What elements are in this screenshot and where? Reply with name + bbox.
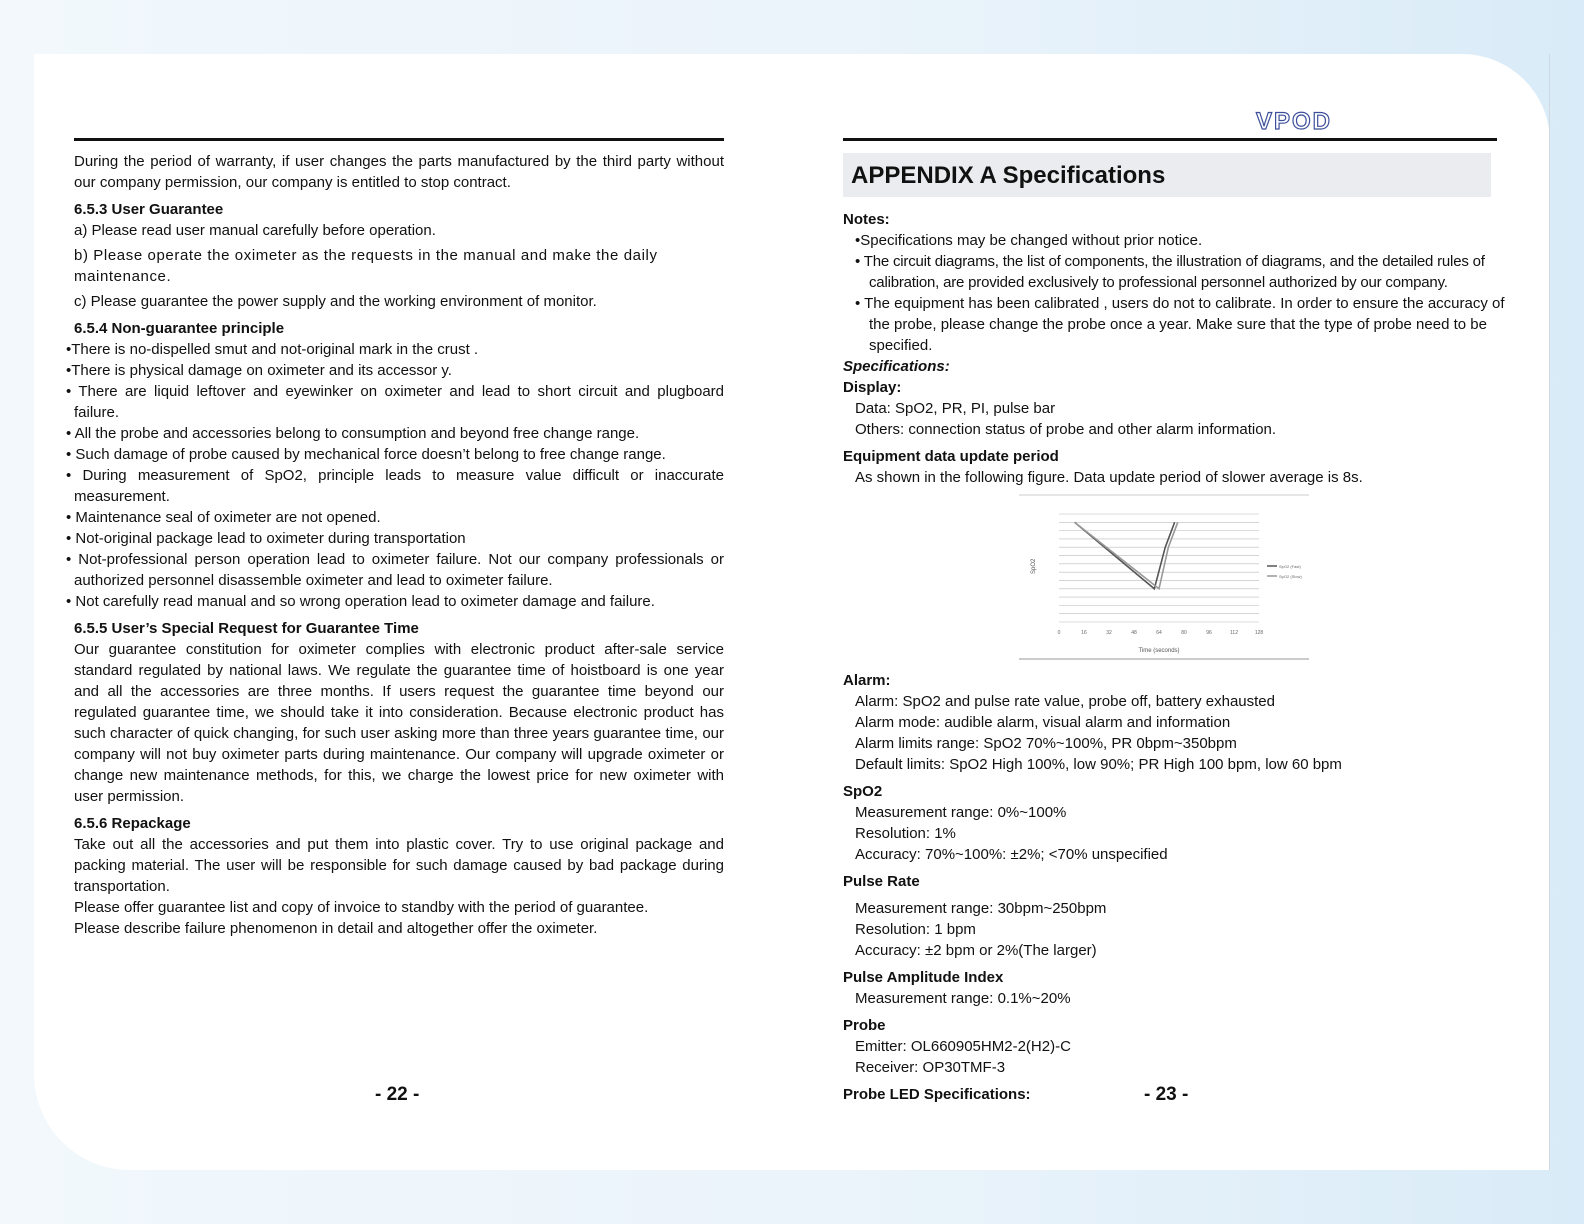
list-item: • Maintenance seal of oximeter are not opened. (66, 509, 381, 526)
left-page (66, 138, 724, 939)
page-number-right: - 23 - (1144, 1084, 1189, 1105)
list-item: •There is no-dispelled smut and not-original mark in the crust . (66, 341, 479, 358)
section-6-5-3-title: 6.5.3 User Guarantee (74, 201, 224, 218)
spec-line: Others: connection status of probe and other alarm information. (855, 421, 1277, 438)
chart-x-label: Time (seconds) (1138, 648, 1180, 654)
spec-line: Measurement range: 0%~100% (855, 804, 1067, 821)
spec-line: Receiver: OP30TMF-3 (855, 1059, 1006, 1076)
chart-x-tick: 32 (1106, 630, 1112, 636)
page-edge (1549, 54, 1550, 1170)
chart-x-tick: 48 (1131, 630, 1137, 636)
list-item: a) Please read user manual carefully before operation. (74, 222, 436, 239)
spec-line: Measurement range: 0.1%~20% (855, 990, 1071, 1007)
spec-line: Data: SpO2, PR, PI, pulse bar (855, 400, 1056, 417)
pulse-rate-title: Pulse Rate (843, 873, 920, 890)
header-rule (843, 138, 1497, 141)
list-item: c) Please guarantee the power supply and the working environment of monitor. (74, 293, 597, 310)
note-item: •Specifications may be changed without prior notice. (855, 232, 1203, 249)
note-item: • The circuit diagrams, the list of components, the illustration of diagrams, and the detailed rules of calibration, are provided exclusively to professional personnel authorized by our company. (855, 253, 1485, 291)
page-number-left: - 22 - (375, 1084, 420, 1105)
chart-x-tick: 128 (1254, 630, 1264, 636)
right-page (843, 138, 1507, 1105)
spec-line: Accuracy: 70%~100%: ±2%; <70% unspecified (855, 846, 1168, 863)
chart-x-tick: 0 (1057, 630, 1061, 636)
header-rule (74, 138, 724, 141)
repackage-line: Please describe failure phenomenon in detail and altogether offer the oximeter. (74, 920, 598, 937)
alarm-title: Alarm: (843, 672, 891, 689)
spo2-title: SpO2 (843, 783, 883, 800)
probe-title: Probe (843, 1017, 886, 1034)
repackage-text: Take out all the accessories and put them into plastic cover. Try to use original package and packing material. The user will be responsible for such damage caused by bad package during transportation. (74, 836, 724, 895)
warranty-intro: During the period of warranty, if user changes the parts manufactured by the third party without our company permission, our company is entitled to stop contract. (74, 153, 724, 191)
section-6-5-4-title: 6.5.4 Non-guarantee principle (74, 320, 285, 337)
appendix-title: APPENDIX A Specifications (843, 153, 1491, 197)
repackage-line: Please offer guarantee list and copy of invoice to standby with the period of guarantee. (74, 899, 649, 916)
list-item: •There is physical damage on oximeter and its accessor y. (66, 362, 452, 379)
spec-line: Alarm limits range: SpO2 70%~100%, PR 0bpm~350bpm (855, 735, 1237, 752)
list-item: • There are liquid leftover and eyewinker on oximeter and lead to short circuit and plugboard failure. (66, 383, 724, 421)
spec-line: As shown in the following figure. Data update period of slower average is 8s. (855, 469, 1363, 486)
chart-x-tick: 96 (1206, 630, 1212, 636)
list-item: • Not-original package lead to oximeter during transportation (66, 530, 466, 547)
spec-line: Measurement range: 30bpm~250bpm (855, 900, 1107, 917)
chart-x-tick: 64 (1156, 630, 1162, 636)
vpod-logo: VPOD (1256, 108, 1333, 135)
list-item: • Not-professional person operation lead to oximeter failure. Not our company professionals or authorized personnel disassemble oximeter and lead to oximeter failure. (66, 551, 724, 589)
guarantee-time-text: Our guarantee constitution for oximeter complies with electronic product after-sale service standard regulated by national laws. We regulate the guarantee time of hoistboard is one year and all the accessories are three months. If users request the guarantee time beyond our regulated guarantee time, we should take it into consideration. Because electronic product has such character of quick changing, for such user asking more than three years guarantee time, our company will not buy oximeter parts during maintenance. Our company will upgrade oximeter or change new maintenance methods, for this, we charge the lowest price for new oximeter with user permission. (74, 641, 724, 805)
section-6-5-6-title: 6.5.6 Repackage (74, 815, 191, 832)
list-item: • All the probe and accessories belong to consumption and beyond free change range. (66, 425, 640, 442)
spec-line: Alarm mode: audible alarm, visual alarm and information (855, 714, 1231, 731)
notes-title: Notes: (843, 211, 890, 228)
list-item: • Not carefully read manual and so wrong operation lead to oximeter damage and failure. (66, 593, 655, 610)
spec-line: Emitter: OL660905HM2-2(H2)-C (855, 1038, 1071, 1055)
section-6-5-5-title: 6.5.5 User’s Special Request for Guarantee Time (74, 620, 419, 637)
spec-line: Alarm: SpO2 and pulse rate value, probe off, battery exhausted (855, 693, 1275, 710)
display-title: Display: (843, 379, 902, 396)
chart-x-tick: 16 (1081, 630, 1087, 636)
list-item: • Such damage of probe caused by mechanical force doesn’t belong to free change range. (66, 446, 666, 463)
list-item: • During measurement of SpO2, principle leads to measure value difficult or inaccurate measurement. (66, 467, 724, 505)
chart-legend (1267, 564, 1302, 579)
chart-x-tick: 112 (1230, 630, 1238, 636)
probe-led-title: Probe LED Specifications: (843, 1086, 1031, 1103)
spec-line: Default limits: SpO2 High 100%, low 90%; PR High 100 bpm, low 60 bpm (855, 756, 1342, 773)
specifications-title: Specifications: (843, 358, 950, 375)
chart-x-tick: 80 (1181, 630, 1187, 636)
chart-legend-label: SpO2 (Slow) (1279, 574, 1302, 579)
update-period-title: Equipment data update period (843, 448, 1059, 465)
update-period-chart (1019, 494, 1309, 660)
pulse-amplitude-title: Pulse Amplitude Index (843, 969, 1004, 986)
spec-line: Resolution: 1% (855, 825, 956, 842)
note-item: • The equipment has been calibrated , users do not to calibrate. In order to ensure the accuracy of the probe, please change the probe once a year. Make sure that the type of probe need to be specified. (855, 295, 1505, 354)
chart-y-label: SpO2 (1031, 558, 1037, 574)
list-item: b) Please operate the oximeter as the requests in the manual and make the daily maintenance. (74, 247, 658, 285)
spec-line: Resolution: 1 bpm (855, 921, 976, 938)
spec-line: Accuracy: ±2 bpm or 2%(The larger) (855, 942, 1097, 959)
chart-legend-label: SpO2 (Fast) (1279, 564, 1301, 569)
